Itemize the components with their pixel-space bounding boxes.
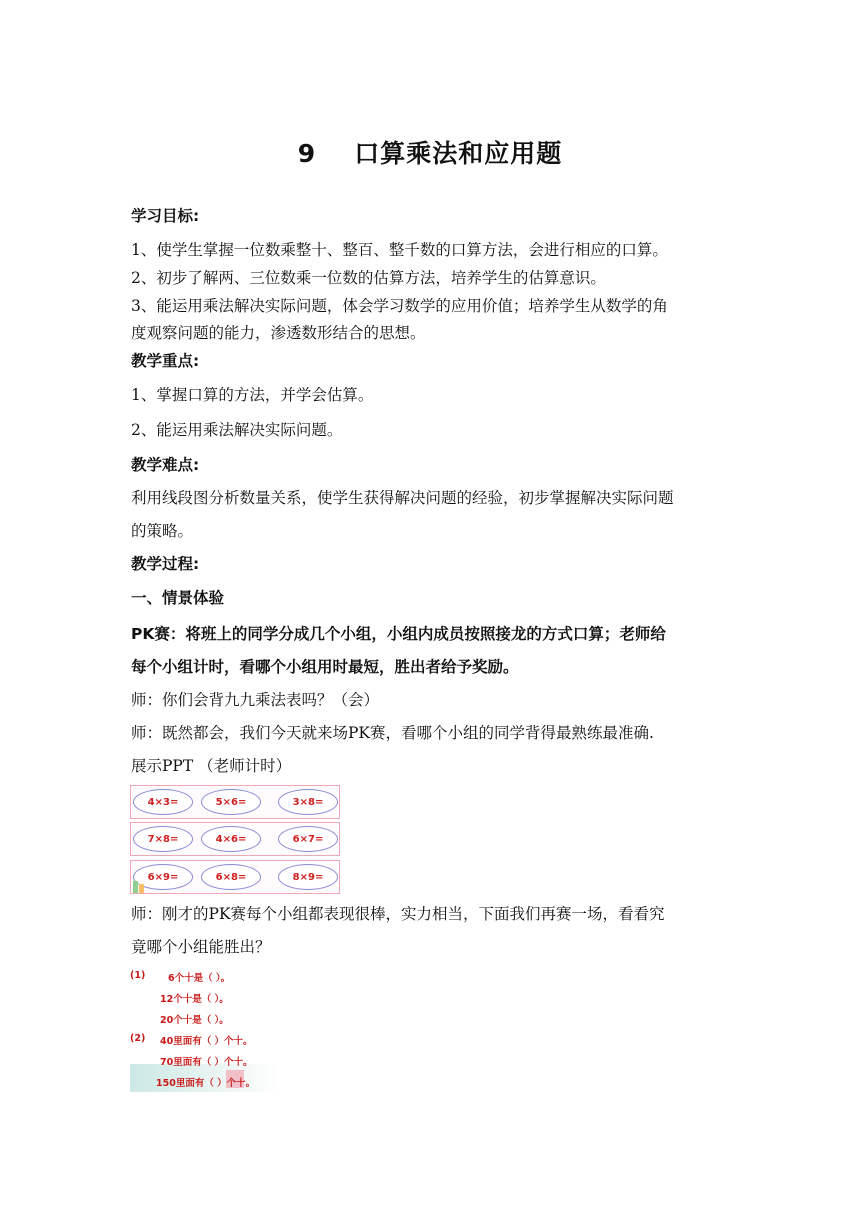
dialog-1: 师：你们会背九九乘法表吗？（会）	[131, 691, 380, 709]
difficulty-line1: 利用线段图分析数量关系，使学生获得解决问题的经验，初步掌握解决实际问题	[131, 489, 674, 507]
ppt-oval: 5×6=	[201, 789, 261, 815]
page-title	[0, 134, 860, 170]
exercise-row: 6个十是（ ）。	[168, 973, 231, 984]
exercise-row: 150里面有（ ）个十。	[156, 1078, 256, 1089]
ppt-oval: 4×3=	[133, 789, 193, 815]
section-1-heading: 一、情景体验	[131, 589, 225, 607]
title-number: 9	[297, 139, 317, 168]
dialog-2: 师：既然都会，我们今天就来场PK赛，看哪个小组的同学背得最熟练最准确.	[131, 724, 654, 742]
ppt-row	[130, 860, 340, 894]
dialog-3-line2: 竟哪个小组能胜出？	[131, 938, 271, 956]
ppt-oval: 3×8=	[278, 789, 338, 815]
ppt-oval: 6×9=	[133, 864, 193, 890]
exercise-row: 20个十是（ ）。	[160, 1015, 229, 1026]
ppt-oval: 8×9=	[278, 864, 338, 890]
show-ppt: 展示PPT （老师计时）	[131, 757, 292, 775]
exercise-row: 70里面有（ ）个十。	[160, 1057, 253, 1068]
exercise-image	[130, 968, 310, 1092]
ppt-oval: 6×7=	[278, 826, 338, 852]
goal-1: 1、使学生掌握一位数乘整十、整百、整千数的口算方法，会进行相应的口算。	[131, 241, 668, 259]
key-point-1: 1、掌握口算的方法，并学会估算。	[131, 386, 374, 404]
ppt-oval: 7×8=	[133, 826, 193, 852]
dialog-3-line1: 师：刚才的PK赛每个小组都表现很棒，实力相当，下面我们再赛一场，看看究	[131, 905, 665, 923]
heading-learning-goals: 学习目标:	[131, 207, 200, 225]
ppt-row	[130, 822, 340, 856]
exercise-label-1: (1)	[130, 970, 146, 981]
ppt-multiplication-image	[130, 783, 340, 895]
heading-key-points: 教学重点:	[131, 352, 200, 370]
pk-intro-line2: 每个小组计时，看哪个小组用时最短，胜出者给予奖励。	[131, 658, 519, 676]
ppt-row	[130, 785, 340, 819]
decoration-icon	[131, 875, 149, 893]
goal-3-line1: 3、能运用乘法解决实际问题，体会学习数学的应用价值；培养学生从数学的角	[131, 297, 668, 315]
goal-2: 2、初步了解两、三位数乘一位数的估算方法，培养学生的估算意识。	[131, 269, 606, 287]
exercise-row: 12个十是（ ）。	[160, 994, 229, 1005]
heading-difficulties: 教学难点:	[131, 456, 200, 474]
ppt-oval: 6×8=	[201, 864, 261, 890]
ppt-oval: 4×6=	[201, 826, 261, 852]
pk-intro-line1: PK赛：将班上的同学分成几个小组，小组内成员按照接龙的方式口算；老师给	[131, 625, 666, 643]
difficulty-line2: 的策略。	[131, 522, 194, 540]
goal-3-line2: 度观察问题的能力，渗透数形结合的思想。	[131, 324, 426, 342]
key-point-2: 2、能运用乘法解决实际问题。	[131, 421, 343, 439]
title-text: 口算乘法和应用题	[354, 139, 563, 168]
heading-process: 教学过程:	[131, 555, 200, 573]
exercise-row: 40里面有（ ）个十。	[160, 1036, 253, 1047]
exercise-label-2: (2)	[130, 1033, 146, 1044]
